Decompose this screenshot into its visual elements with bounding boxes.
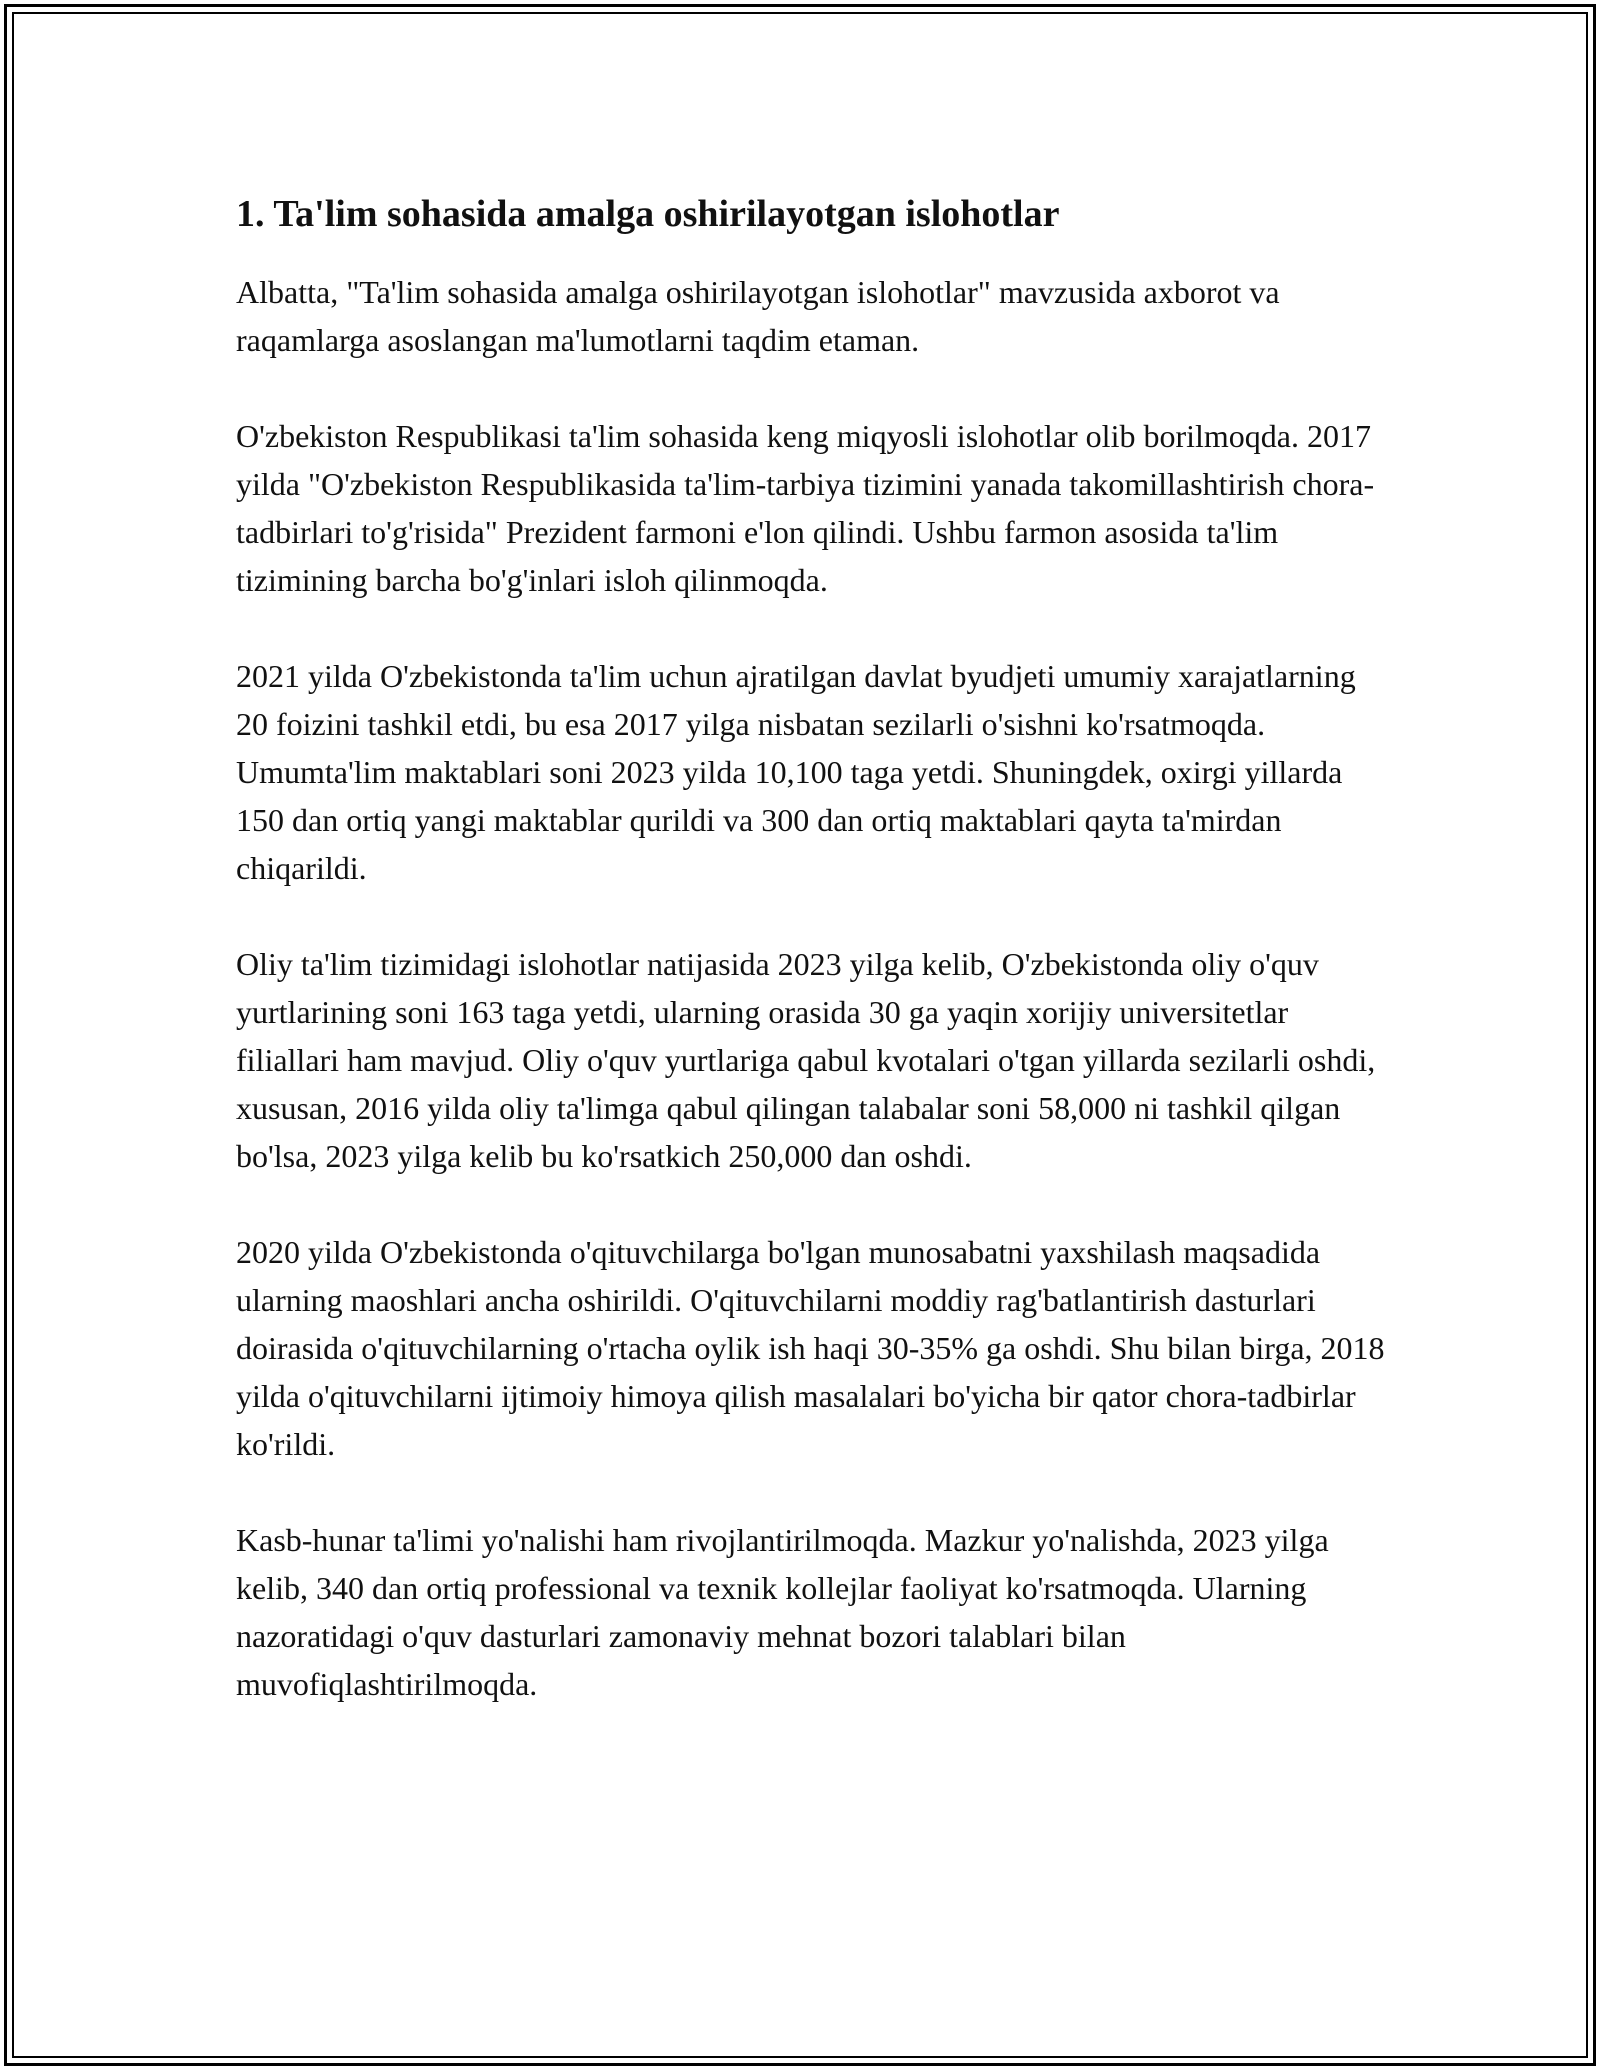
paragraph-reforms-overview: O'zbekiston Respublikasi ta'lim sohasida keng miqyosli islohotlar olib borilmoqda. 2017 yilda "O'zbekiston Respublikasida ta'lim-tarbiya tizimini yanada takomillashtirish chora-tadbirlari to'g'risida" Prezident farmoni e'lon qilindi. Ushbu farmon asosida ta'lim tizimining barcha bo'g'inlari isloh qilinmoqda. [236,418,1375,598]
paragraph-teachers: 2020 yilda O'zbekistonda o'qituvchilarga bo'lgan munosabatni yaxshilash maqsadida ularning maoshlari ancha oshirildi. O'qituvchilarni moddiy rag'batlantirish dasturlari doirasida o'qituvchilarning o'rtacha oylik ish haqi 30-35% ga oshdi. Shu bilan birga, 2018 yilda o'qituvchilarni ijtimoiy himoya qilish masalalari bo'yicha bir qator chora-tadbirlar ko'rildi. [236,1234,1385,1462]
paragraph-budget-schools: 2021 yilda O'zbekistonda ta'lim uchun ajratilgan davlat byudjeti umumiy xarajatlarning 20 foizini tashkil etdi, bu esa 2017 yilga nisbatan sezilarli o'sishni ko'rsatmoqda. Umumta'lim maktablari soni 2023 yilda 10,100 taga yetdi. Shuningdek, oxirgi yillarda 150 dan ortiq yangi maktablar qurildi va 300 dan ortiq maktablari qayta ta'mirdan chiqarildi. [236,658,1356,886]
document-title: 1. Ta'lim sohasida amalga oshirilayotgan islohotlar [236,193,1060,235]
document-body [236,186,1386,1756]
paragraph-intro: Albatta, "Ta'lim sohasida amalga oshirilayotgan islohotlar" mavzusida axborot va raqamlarga asoslangan ma'lumotlarni taqdim etaman. [236,274,1280,358]
paragraph-vocational: Kasb-hunar ta'limi yo'nalishi ham rivojlantirilmoqda. Mazkur yo'nalishda, 2023 yilga kelib, 340 dan ortiq professional va texnik kollejlar faoliyat ko'rsatmoqda. Ularning nazoratidagi o'quv dasturlari zamonaviy mehnat bozori talablari bilan muvofiqlashtirilmoqda. [236,1522,1329,1702]
paragraph-higher-education: Oliy ta'lim tizimidagi islohotlar natijasida 2023 yilga kelib, O'zbekistonda oliy o'quv yurtlarining soni 163 taga yetdi, ularning orasida 30 ga yaqin xorijiy universitetlar filiallari ham mavjud. Oliy o'quv yurtlariga qabul kvotalari o'tgan yillarda sezilarli oshdi, xususan, 2016 yilda oliy ta'limga qabul qilingan talabalar soni 58,000 ni tashkil qilgan bo'lsa, 2023 yilga kelib bu ko'rsatkich 250,000 dan oshdi. [236,946,1376,1174]
